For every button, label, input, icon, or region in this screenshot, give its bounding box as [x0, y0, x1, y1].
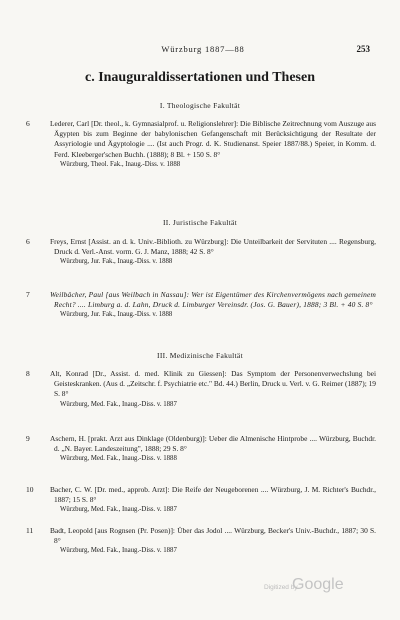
dissertation-entry	[26, 369, 376, 410]
entry-faculty-note: Würzburg, Jur. Fak., Inaug.-Diss. v. 1888	[60, 258, 173, 266]
entry-text: Alt, Konrad [Dr., Assist. d. med. Klinik zu Giessen]: Das Symptom der Personenverwechslung bei Geisteskranken. (Aus d. „Zeitschr. f. Psychiatrie etc." Bd. 44.) Berlin, Druck u. Verl. v. G. Reimer (1887); 19 S. 8°	[50, 369, 376, 399]
entry-number: 7	[26, 290, 30, 299]
dissertation-entry	[26, 290, 376, 320]
dissertation-entry	[26, 434, 376, 464]
entry-number: 6	[26, 119, 30, 128]
entry-number: 10	[26, 485, 34, 494]
entry-text: Weilbächer, Paul [aus Weilbach in Nassau]: Wer ist Eigentümer des Kirchenvermögens nach gemeinem Recht? .... Limburg a. d. Lahn, Druck d. Limburger Vereinsdr. (Jos. G. Bauer), 1888; 3 Bl. + 40 S. 8°	[50, 290, 376, 310]
entry-text: Lederer, Carl [Dr. theol., k. Gymnasialprof. u. Religionslehrer]: Die Biblische Zeitrechnung vom Auszuge aus Ägypten bis zum Beginne der babylonischen Gefangenschaft mit Berücksichtigung der Resultate der Assyriologie und Ägyptologie .... (Ist auch Progr. d. K. Studienanst. Speier 1887/88.) Speier, in Komm. d. Ferd. Kleeberger'schen Buchh. (1888); 8 Bl. + 150 S. 8°	[50, 119, 376, 159]
entry-faculty-note: Würzburg, Med. Fak., Inaug.-Diss. v. 1887	[60, 400, 177, 408]
entry-faculty-note: Würzburg, Med. Fak., Inaug.-Diss. v. 1887	[60, 506, 177, 514]
running-head-title: Würzburg 1887—88	[161, 44, 245, 54]
dissertation-entry	[26, 119, 376, 170]
entry-text: Bacher, C. W. [Dr. med., approb. Arzt]: Die Reife der Neugeborenen .... Würzburg, J. M. Richter's Buchdr., 1887; 15 S. 8°	[50, 485, 376, 505]
entry-faculty-note: Würzburg, Theol. Fak., Inaug.-Diss. v. 1888	[60, 160, 181, 168]
entry-number: 9	[26, 434, 30, 443]
dissertation-entry	[26, 485, 376, 515]
entry-faculty-note: Würzburg, Med. Fak., Inaug.-Diss. v. 1887	[60, 547, 177, 555]
entry-faculty-note: Würzburg, Jur. Fak., Inaug.-Diss. v. 1888	[60, 311, 173, 319]
google-watermark	[264, 576, 374, 598]
watermark-prefix: Digitized by	[264, 584, 298, 591]
google-logo: Google	[292, 576, 344, 593]
dissertation-entry	[26, 526, 376, 556]
faculty-heading-theology: I. Theologische Fakultät	[159, 101, 241, 110]
dissertation-entry	[26, 237, 376, 267]
faculty-heading-medicine: III. Medizinische Fakultät	[157, 351, 243, 360]
faculty-heading-law: II. Juristische Fakultät	[162, 218, 238, 227]
section-title: c. Inauguraldissertationen und Thesen	[84, 70, 315, 85]
entry-number: 11	[26, 526, 34, 535]
entry-text: Badt, Leopold [aus Rognsen (Pr. Posen)]: Über das Jodol .... Würzburg, Becker's Univ.-Buchdr., 1887; 30 S. 8°	[50, 526, 376, 546]
entry-number: 6	[26, 237, 30, 246]
entry-faculty-note: Würzburg, Med. Fak., Inaug.-Diss. v. 1888	[60, 455, 177, 463]
entry-text: Freys, Ernst [Assist. an d. k. Univ.-Biblioth. zu Würzburg]: Die Unteilbarkeit der Servituten .... Regensburg, Druck d. Verl.-Anst. vorm. G. J. Manz, 1888; 42 S. 8°	[50, 237, 376, 257]
entry-number: 8	[26, 369, 30, 378]
entry-text: Aschern, H. [prakt. Arzt aus Dinklage (Oldenburg)]: Ueber die Almenische Hintprobe .... Würzburg, Buchdr. d. „N. Bayer. Landeszeitung", 1888; 29 S. 8°	[50, 434, 376, 454]
running-head	[36, 44, 370, 56]
page-number: 253	[356, 44, 370, 54]
